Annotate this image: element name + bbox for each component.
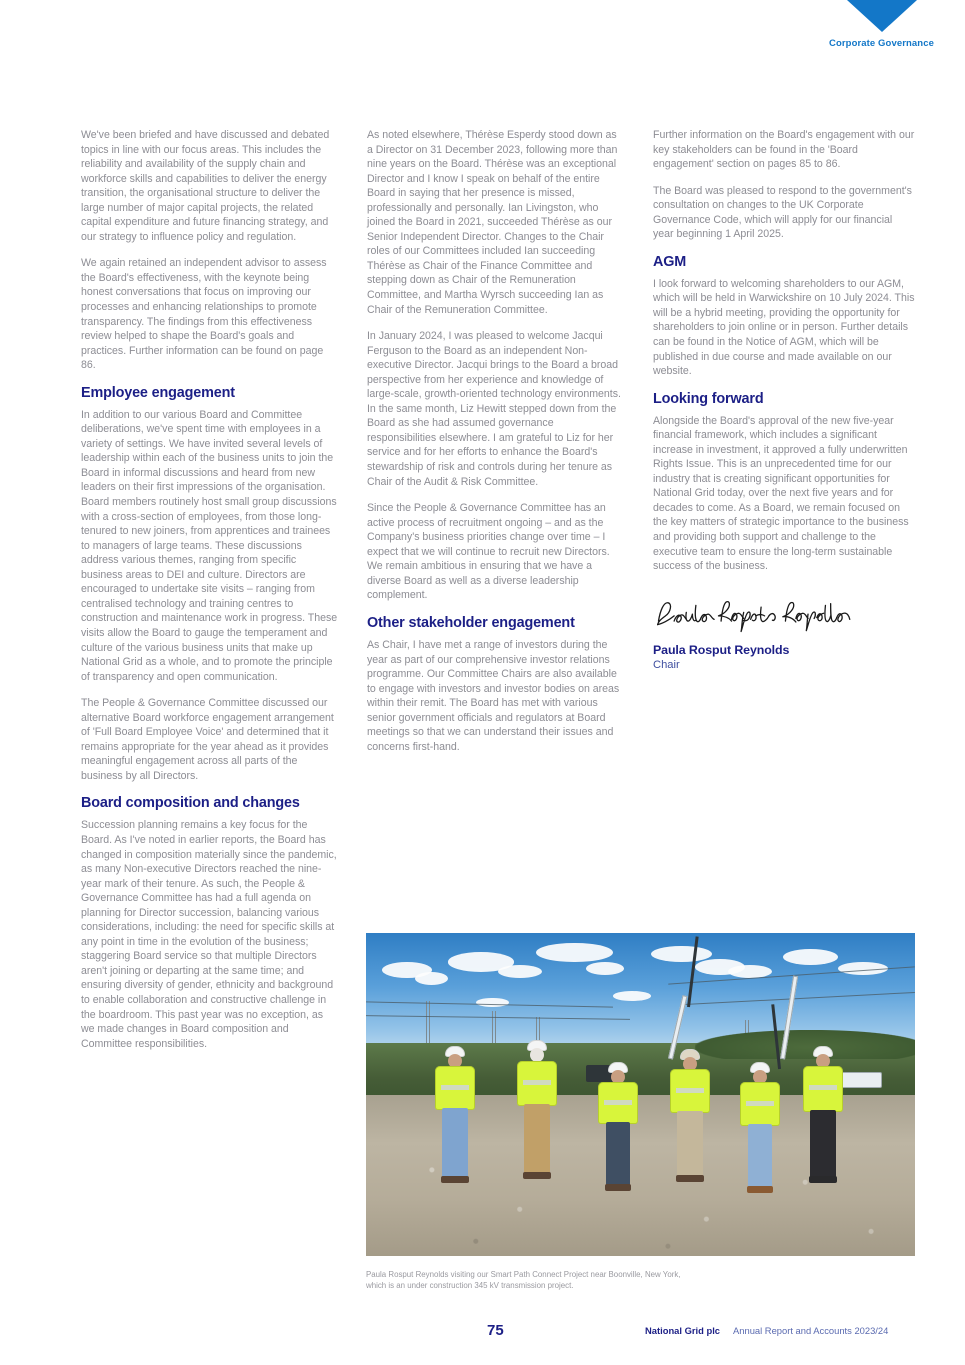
company-name: National Grid plc — [645, 1325, 721, 1336]
person-boots — [441, 1176, 469, 1183]
heading-looking-forward: Looking forward — [653, 390, 764, 407]
heading-board-composition-and-changes: Board composition and changes — [81, 795, 300, 812]
person-legs — [810, 1110, 836, 1178]
report-title: Annual Report and Accounts 2023/24 — [733, 1325, 889, 1336]
paragraph: The Board was pleased to respond to the government's consultation on changes to the UK Corporate Governance Code, which will apply for our financial year beginning 1 April 2025. — [653, 184, 912, 241]
paragraph: I look forward to welcoming shareholders to our AGM, which will be held in Warwickshire on 10 July 2024. This will be a hybrid meeting, providing the opportunity for shareholders to join online or in person. Further details can be found in the Notice of AGM, which will be published in due course and made available on our website. — [653, 277, 915, 378]
person-legs — [606, 1122, 630, 1186]
person-figure — [739, 1062, 781, 1249]
hi-vis-vest — [670, 1069, 710, 1113]
photo-caption — [366, 1269, 846, 1291]
cloud-shape — [415, 972, 448, 985]
hi-vis-vest — [435, 1066, 475, 1110]
person-boots — [809, 1176, 837, 1183]
person-head — [530, 1048, 544, 1062]
transmission-pylon — [492, 1011, 496, 1047]
paragraph: In January 2024, I was pleased to welcome Jacqui Ferguson to the Board as an independent Non-executive Director. Jacqui brings to the Board a broad perspective from her experience and knowledge of large-scale, growth-oriented technology environments. In the same month, Liz Hewitt stepped down from the Board as she had assumed governance responsibilities elsewhere. I am grateful to Liz for her service and for her efforts to enhance the Board's stewardship of risk and controls during her tenure as Chair of the Audit & Risk Committee. — [367, 330, 621, 488]
section-tab-header — [798, 0, 965, 56]
person-boots — [747, 1186, 773, 1193]
hi-vis-vest — [598, 1082, 638, 1124]
cloud-shape — [613, 991, 651, 1001]
paragraph: The People & Governance Committee discussed our alternative Board workforce engagement arrangement of 'Full Board Employee Voice' and determined that it remains appropriate for the year ahead as it provides meaningful engagement across all parts of the business by all Directors. — [81, 697, 334, 782]
person-legs — [677, 1111, 703, 1177]
person-legs — [748, 1124, 772, 1188]
person-figure — [514, 1040, 560, 1250]
cloud-shape — [536, 943, 613, 962]
person-legs — [442, 1108, 468, 1178]
hi-vis-vest — [740, 1082, 780, 1126]
paragraph: Since the People & Governance Committee has an active process of recruitment ongoing – and as the Company's business priorities change over time – I expect that we will continue to recruit new Directors. We remain ambitious in ensuring that we have a diverse Board as well as a diverse leadership complement. — [367, 502, 610, 602]
cloud-shape — [476, 998, 509, 1008]
footer-right-group — [645, 1325, 888, 1336]
transmission-pylon — [426, 1001, 430, 1046]
person-boots — [523, 1172, 551, 1179]
hi-vis-vest — [517, 1061, 557, 1106]
person-figure — [668, 1049, 712, 1249]
paragraph: As Chair, I have met a range of investors during the year as part of our comprehensive investor relations programme. Our Committee Chairs are also available to engage with investors and investor bodies on areas within their remit. The Board has met with various senior government officials and regulators at Board meetings so that we can understand their issues and concerns first-hand. — [367, 638, 620, 753]
column-1 — [81, 128, 339, 1051]
paragraph: As noted elsewhere, Thérèse Esperdy stood down as a Director on 31 December 2023, following more than nine years on the Board. Thérèse was an exceptional Director and I know I speak on behalf of the entire Board in saying that her presence is missed, professionally and personally. Ian Livingston, who joined the Board in 2021, succeeded Thérèse as our Senior Independent Director. Changes to the Chair roles of our Committees included Ian succeeding Thérèse as Chair of the Finance Committee and stepping down as Chair of the Remuneration Committee, and Martha Wyrsch succeeding Ian as Chair of the Remuneration Committee. — [367, 129, 618, 316]
caption-line: Paula Rosput Reynolds visiting our Smart Path Connect Project near Boonville, New York, — [366, 1270, 681, 1279]
cloud-shape — [651, 946, 711, 962]
handwritten-signature-icon — [655, 594, 855, 636]
person-legs — [524, 1104, 550, 1174]
page-number: 75 — [487, 1322, 504, 1339]
paragraph: We again retained an independent advisor to assess the Board's effectiveness, with the keynote being honest conversations that focus on improving our processes and enhancing relationships to promote transparency. The findings from this effectiveness review helped to shape the Board's goals and practices. Further information can be found on page 86. — [81, 257, 327, 372]
paragraph: Further information on the Board's engagement with our key stakeholders can be found in the 'Board engagement' section on pages 85 to 86. — [653, 129, 915, 171]
hi-vis-vest — [803, 1066, 843, 1112]
site-visit-photograph — [366, 933, 915, 1256]
person-figure — [800, 1046, 846, 1249]
person-boots — [676, 1175, 704, 1182]
section-tab-label: Corporate Governance — [829, 38, 934, 49]
signature-name: Paula Rosput Reynolds — [653, 642, 790, 657]
signature-role: Chair — [653, 658, 680, 671]
signature-block — [653, 594, 915, 671]
paragraph: Succession planning remains a key focus for the Board. As I've noted in earlier reports, the Board has changed in composition materially since the pandemic, as many Non-executive Directors reached the nine-year mark of their tenure. As such, the People & Governance Committee has had a full agenda on planning for Director succession, balancing various considerations, including: the need for specific skills at any point in time in the evolution of the business; staggering Board service so that multiple Directors aren't joining or departing at the same time; and ensuring diversity of gender, ethnicity and background to enable collaboration and constructive challenge in the boardroom. This past year was no exception, as we made changes in Board composition and Committee responsibilities. — [81, 819, 337, 1050]
heading-other-stakeholder-engagement: Other stakeholder engagement — [367, 614, 575, 631]
person-boots — [605, 1184, 631, 1191]
heading-employee-engagement: Employee engagement — [81, 384, 235, 401]
heading-agm: AGM — [653, 253, 687, 270]
paragraph: In addition to our various Board and Committee deliberations, we've spent time with employees in a variety of settings. We have invited several levels of leadership within each of the business units to join the Board in informal discussions and heard from new leaders on their first impressions of the organisation. Board members routinely host small group discussions with a cross-section of employees, from those long-tenured to new joiners, from apprentices and trainees to managers of large teams. These discussions address various themes, ranging from specific business areas to DEI and culture. Directors are encouraged to undertake site visits – ranging from centralised technology and training centres to construction and maintenance work in progress. These visits allow the Board to gauge the temperament and culture of the various business units that make up National Grid as a whole, and to promote the principle of transparency and open communication. — [81, 408, 338, 683]
cloud-shape — [586, 962, 624, 975]
paragraph: We've been briefed and have discussed and debated topics in line with our focus areas. This includes the reliability and availability of the supply chain and workforce skills and capabilities to deliver the energy transition, the organisational structure to deliver the large number of major capital projects, the related capital expenditure and future financing strategy, and our strategy to influence policy and regulation. — [81, 129, 330, 243]
paragraph: Alongside the Board's approval of the new five-year financial framework, which includes a significant increase in investment, it approved a fully underwritten Rights Issue. This is an unprecedented time for our industry that is creating significant opportunities for National Grid today, over the next five years and for decades to come. As a Board, we remain focused on the key matters of strategic importance to the business and providing both support and challenge to the executive team to ensure the long-term sustainable success of the business. — [653, 414, 909, 573]
column-3 — [653, 128, 915, 1051]
photo-content — [366, 933, 915, 1256]
three-column-layout — [81, 128, 915, 1051]
person-figure — [597, 1062, 639, 1249]
triangle-marker-icon — [847, 0, 917, 32]
column-2 — [367, 128, 625, 1051]
caption-line: which is an under construction 345 kV transmission project. — [366, 1281, 574, 1291]
person-figure — [432, 1046, 478, 1249]
